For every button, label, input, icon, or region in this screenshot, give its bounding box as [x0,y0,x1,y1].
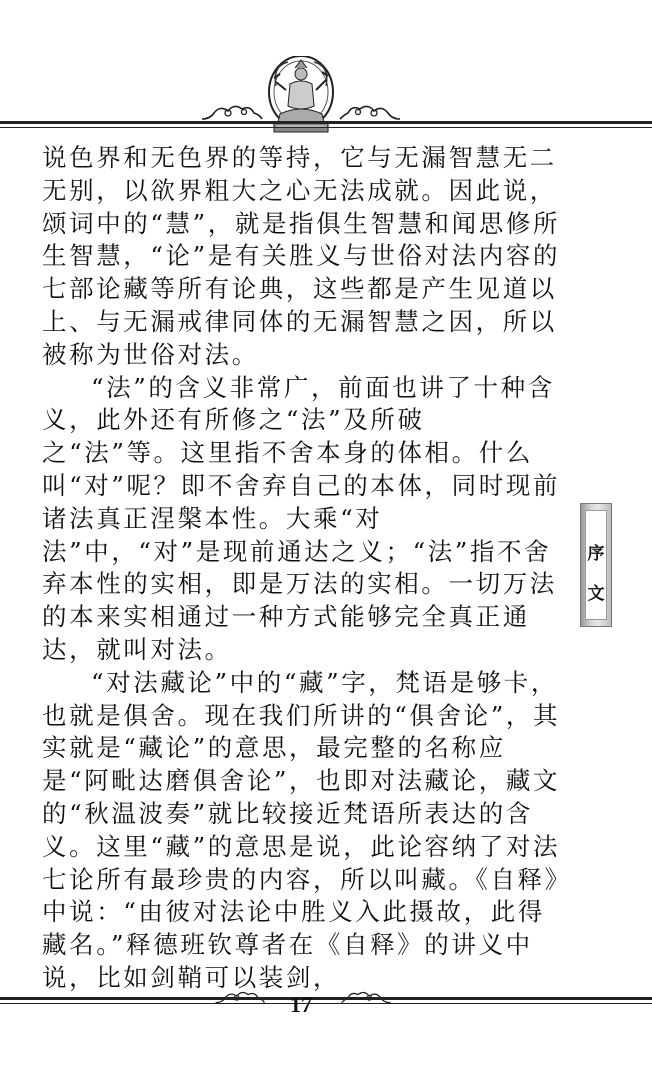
cloud-ornament-icon [214,987,266,1007]
paragraph: “法”的含义非常广，前面也讲了十种含义，此外还有所修之“法”及所破之“法”等。这里指不舍本身的体相。什么叫“对”呢？即不舍弃自己的本体，同时现前诸法真正涅槃本性。大乘“对法”中，“对”是现前通达之义；“法”指不舍弃本性的实相，即是万法的实相。一切万法的本来实相通过一种方式能够完全真正通达，就叫对法。 [42,372,561,664]
cloud-ornament-icon [340,987,392,1007]
side-tab-char: 文 [587,584,605,604]
page-number: 17 [290,992,312,1017]
paragraph: 说色界和无色界的等持，它与无漏智慧无二无别，以欲界粗大之心无法成就。因此说，颂词中的“慧”，就是指俱生智慧和闻思修所生智慧，“论”是有关胜义与世俗对法内容的七部论藏等所有论典，这些都是产生见道以上、与无漏戒律同体的无漏智慧之因，所以被称为世俗对法。 [42,143,561,369]
body-text [42,142,562,995]
cloud-ornament-icon [338,101,402,123]
header-rule [0,121,652,124]
cloud-ornament-icon [200,101,264,123]
header-rule-thin [0,127,652,128]
paragraph: “对法藏论”中的“藏”字，梵语是够卡，也就是俱舍。现在我们所讲的“俱舍论”，其实就是“藏论”的意思，最完整的名称应是“阿毗达磨俱舍论”，也即对法藏论，藏文的“秋温波奏”就比较接近梵语所表达的含义。这里“藏”的意思是说，此论容纳了对法七论所有最珍贵的内容，所以叫藏。《自释》中说：“由彼对法论中胜义入此摄故，此得藏名。”释德班钦尊者在《自释》的讲义中说，比如剑鞘可以装剑， [42,667,561,992]
footer-rule-thin [0,1003,652,1004]
footer-rule [0,997,652,1000]
side-tab-char: 序 [587,544,605,564]
section-side-tab [580,503,612,627]
